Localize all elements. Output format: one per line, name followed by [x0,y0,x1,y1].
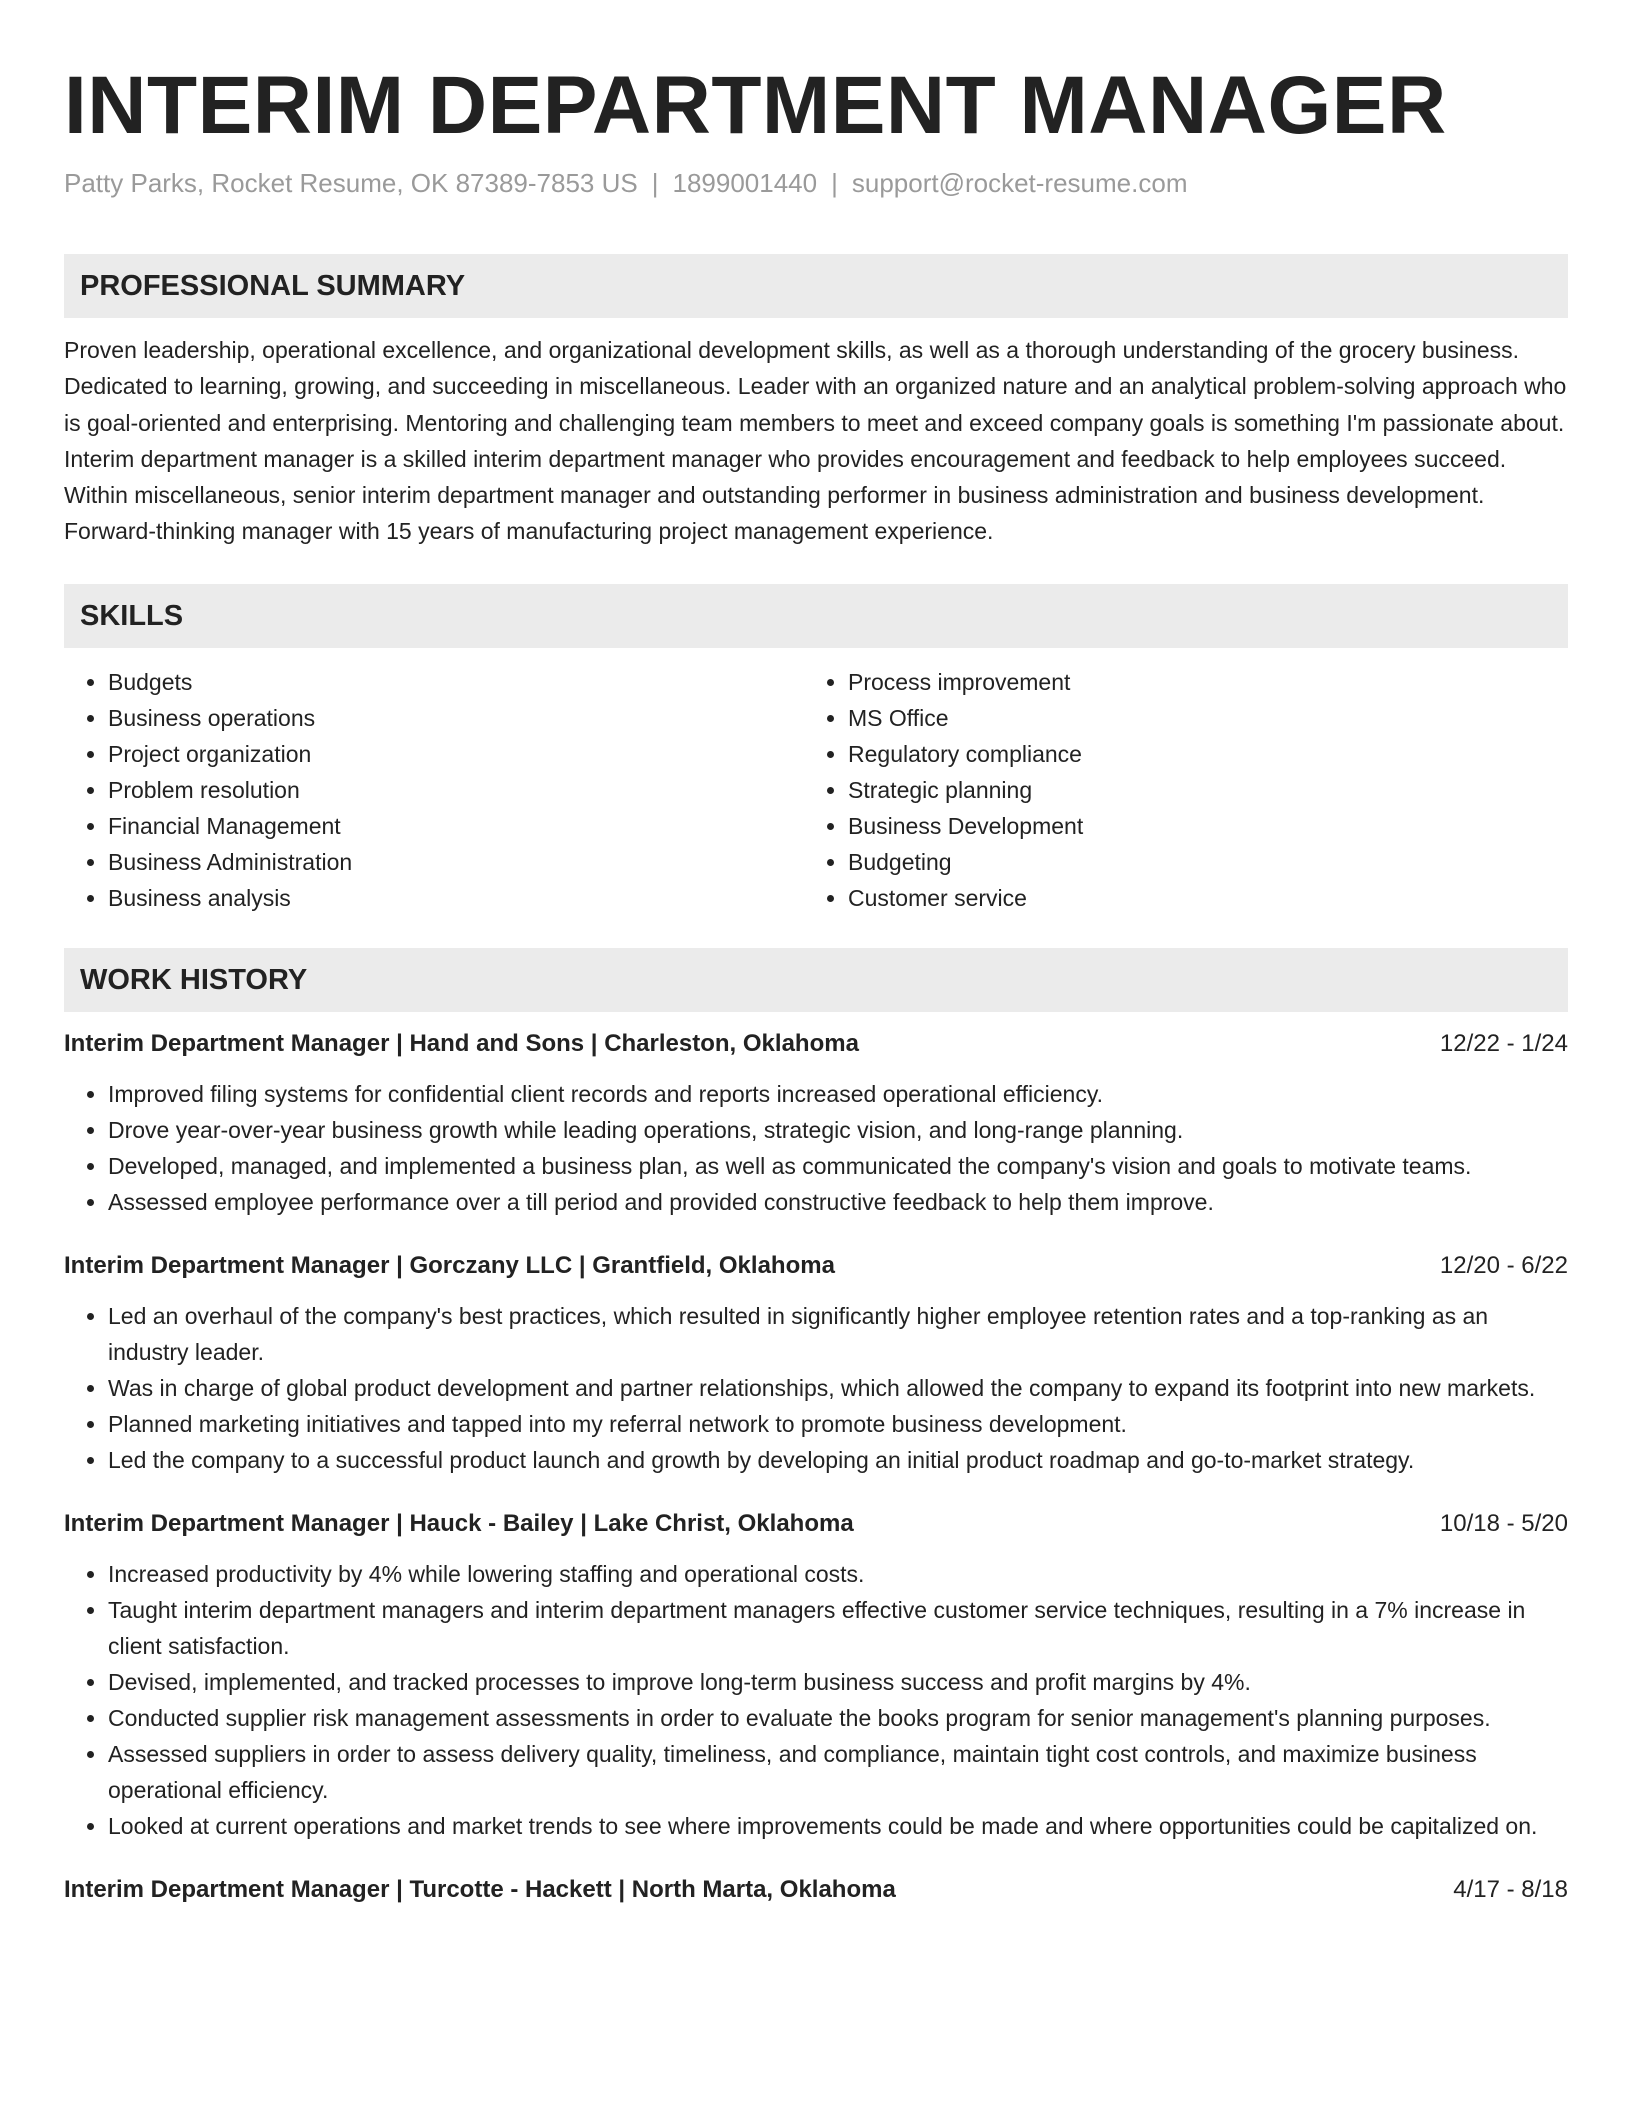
skills-column-left [64,664,804,916]
work-history-section-header: WORK HISTORY [64,948,1568,1012]
job-header [64,1506,1568,1542]
job-entry [64,1248,1568,1478]
job-bullet: • Increased productivity by 4% while lowering staffing and operational costs. [108,1556,1568,1592]
contact-email: support@rocket-resume.com [851,168,1188,198]
skill-item: • Business operations [108,700,804,736]
job-title: Interim Department Manager | Hauck - Bailey | Lake Christ, Oklahoma [64,1509,854,1537]
skills-section-header: SKILLS [64,584,1568,648]
job-bullet: • Developed, managed, and implemented a business plan, as well as communicated the company's vision and goals to motivate teams. [108,1148,1568,1184]
resume-page [64,0,1568,1908]
skill-item: • Regulatory compliance [848,736,1544,772]
skill-item: • Strategic planning [848,772,1544,808]
job-bullet: • Looked at current operations and market trends to see where improvements could be made and where opportunities could be capitalized on. [108,1808,1568,1844]
contact-separator: | [651,168,659,198]
job-bullet: • Assessed suppliers in order to assess delivery quality, timeliness, and compliance, maintain tight cost controls, and maximize business operational efficiency. [108,1736,1568,1808]
job-title: Interim Department Manager | Turcotte - Hackett | North Marta, Oklahoma [64,1875,896,1903]
job-header [64,1026,1568,1062]
job-bullet: • Assessed employee performance over a till period and provided constructive feedback to help them improve. [108,1184,1568,1220]
skill-item: • Business Development [848,808,1544,844]
skills-list [64,664,1568,916]
skills-column-right [804,664,1544,916]
job-title: Interim Department Manager | Hand and Sons | Charleston, Oklahoma [64,1029,859,1057]
skill-item: • Customer service [848,880,1544,916]
skill-item: • Problem resolution [108,772,804,808]
job-dates: 12/22 - 1/24 [1439,1029,1568,1057]
skill-item: • Project organization [108,736,804,772]
job-bullets [64,1556,1568,1844]
job-bullet: • Was in charge of global product development and partner relationships, which allowed the company to expand its footprint into new markets. [108,1370,1568,1406]
job-bullets [64,1076,1568,1220]
skill-item: • Process improvement [848,664,1544,700]
skill-item: • Business Administration [108,844,804,880]
contact-phone: 1899001440 [672,168,818,198]
contact-address: Patty Parks, Rocket Resume, OK 87389-7853 US [64,168,638,198]
resume-title: INTERIM DEPARTMENT MANAGER [64,60,1447,151]
job-bullets [64,1298,1568,1478]
job-bullet: • Led an overhaul of the company's best practices, which resulted in significantly higher employee retention rates and a top-ranking as an industry leader. [108,1298,1568,1370]
job-bullet: • Led the company to a successful product launch and growth by developing an initial product roadmap and go-to-market strategy. [108,1442,1568,1478]
job-entry [64,1872,1568,1908]
skill-item: • MS Office [848,700,1544,736]
skill-item: • Financial Management [108,808,804,844]
job-dates: 12/20 - 6/22 [1439,1251,1568,1279]
summary-text: Proven leadership, operational excellence, and organizational development skills, as well as a thorough understanding of the grocery business. Dedicated to learning, growing, and succeeding in miscellaneous. Leader with an organized nature and an analytical problem-solving approach who is goal-oriented and enterprising. Mentoring and challenging team members to meet and exceed company goals is something I'm passionate about. Interim department manager is a skilled interim department manager who provides encouragement and feedback to help employees succeed. Within miscellaneous, senior interim department manager and outstanding performer in business administration and business development. Forward-thinking manager with 15 years of manufacturing project management experience. [64,337,1567,545]
job-header [64,1248,1568,1284]
job-entry [64,1506,1568,1844]
skill-item: • Budgets [108,664,804,700]
job-dates: 4/17 - 8/18 [1453,1875,1568,1903]
contact-line [64,166,1568,200]
summary-section-header: PROFESSIONAL SUMMARY [64,254,1568,318]
job-header [64,1872,1568,1908]
job-bullet: • Taught interim department managers and interim department managers effective customer service techniques, resulting in a 7% increase in client satisfaction. [108,1592,1568,1664]
job-bullet: • Planned marketing initiatives and tapped into my referral network to promote business development. [108,1406,1568,1442]
job-entry [64,1026,1568,1220]
job-bullet: • Devised, implemented, and tracked processes to improve long-term business success and profit margins by 4%. [108,1664,1568,1700]
job-bullet: • Improved filing systems for confidential client records and reports increased operational efficiency. [108,1076,1568,1112]
contact-separator: | [831,168,838,198]
job-title: Interim Department Manager | Gorczany LLC | Grantfield, Oklahoma [64,1251,835,1279]
job-dates: 10/18 - 5/20 [1439,1509,1568,1537]
job-bullet: • Drove year-over-year business growth while leading operations, strategic vision, and long-range planning. [108,1112,1568,1148]
skill-item: • Budgeting [848,844,1544,880]
job-bullet: • Conducted supplier risk management assessments in order to evaluate the books program for senior management's planning purposes. [108,1700,1568,1736]
skill-item: • Business analysis [108,880,804,916]
